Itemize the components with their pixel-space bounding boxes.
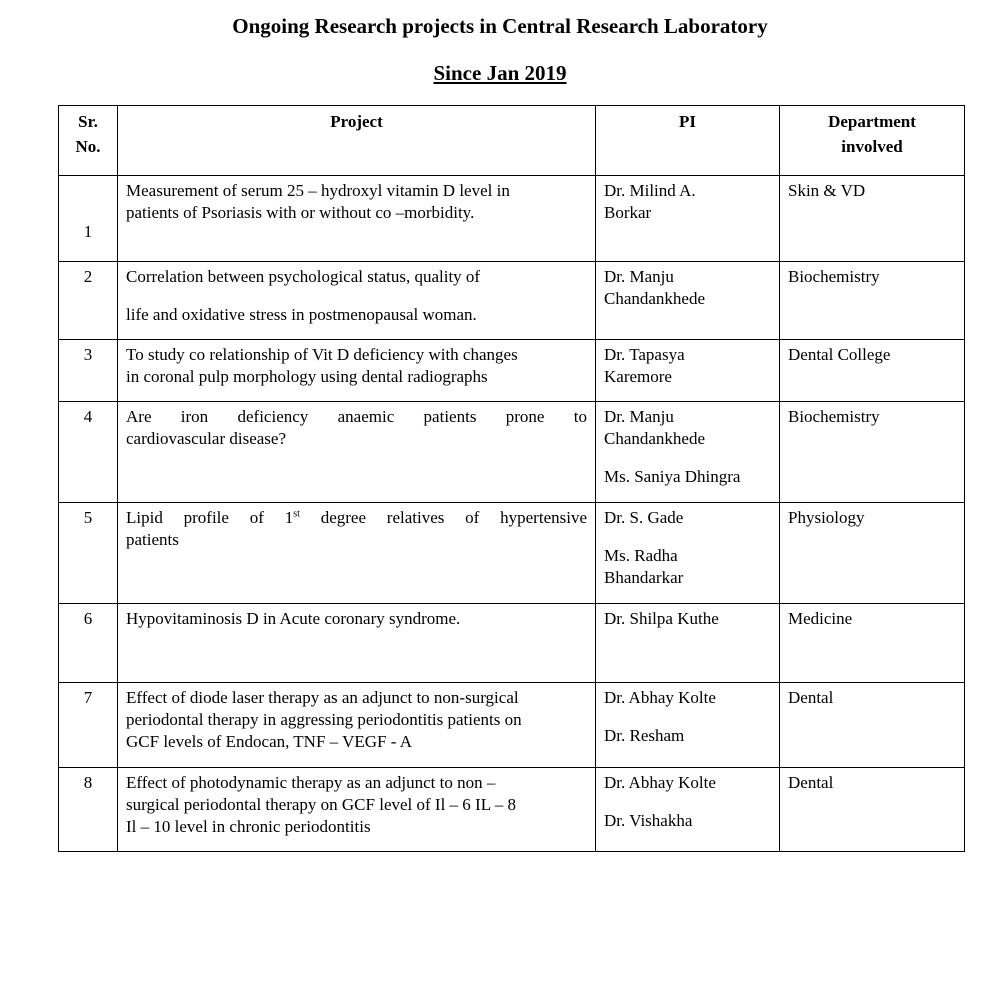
cell-pi: Dr. Abhay Kolte Dr. Resham <box>596 683 780 768</box>
cell-pi: Dr. Milind A. Borkar <box>596 176 780 262</box>
cell-project: To study co relationship of Vit D deficiency with changes in coronal pulp morphology using dental radiographs <box>118 340 596 402</box>
cell-project: Correlation between psychological status, quality of life and oxidative stress in postmenopausal woman. <box>118 262 596 340</box>
column-header-project: Project <box>118 106 596 176</box>
column-header-sr-no: Sr. No. <box>59 106 118 176</box>
cell-pi: Dr. Manju Chandankhede Ms. Saniya Dhingra <box>596 402 780 503</box>
cell-department: Dental College <box>780 340 965 402</box>
cell-project: Effect of photodynamic therapy as an adjunct to non – surgical periodontal therapy on GCF level of Il – 6 IL – 8 Il – 10 level in chronic periodontitis <box>118 768 596 852</box>
cell-project: Hypovitaminosis D in Acute coronary syndrome. <box>118 604 596 683</box>
cell-sr-no: 1 <box>59 176 118 262</box>
table-row <box>59 683 965 768</box>
cell-sr-no: 7 <box>59 683 118 768</box>
table-row <box>59 503 965 604</box>
cell-department: Biochemistry <box>780 402 965 503</box>
cell-department: Dental <box>780 768 965 852</box>
cell-pi: Dr. Shilpa Kuthe <box>596 604 780 683</box>
table-row <box>59 604 965 683</box>
cell-project: Measurement of serum 25 – hydroxyl vitamin D level in patients of Psoriasis with or without co –morbidity. <box>118 176 596 262</box>
cell-project: Are iron deficiency anaemic patients prone to cardiovascular disease? <box>118 402 596 503</box>
table-row <box>59 402 965 503</box>
column-header-pi: PI <box>596 106 780 176</box>
cell-sr-no: 4 <box>59 402 118 503</box>
cell-sr-no: 5 <box>59 503 118 604</box>
cell-department: Skin & VD <box>780 176 965 262</box>
cell-pi: Dr. Tapasya Karemore <box>596 340 780 402</box>
cell-department: Biochemistry <box>780 262 965 340</box>
projects-table <box>58 105 965 852</box>
table-row <box>59 768 965 852</box>
cell-department: Dental <box>780 683 965 768</box>
table-header-row <box>59 106 965 176</box>
table-row <box>59 262 965 340</box>
table-row <box>59 340 965 402</box>
cell-department: Physiology <box>780 503 965 604</box>
page-title: Ongoing Research projects in Central Research Laboratory <box>232 14 768 38</box>
cell-sr-no: 2 <box>59 262 118 340</box>
cell-project: Effect of diode laser therapy as an adjunct to non-surgical periodontal therapy in aggressing periodontitis patients on GCF levels of Endocan, TNF – VEGF - A <box>118 683 596 768</box>
column-header-department: Department involved <box>780 106 965 176</box>
cell-department: Medicine <box>780 604 965 683</box>
table-row <box>59 176 965 262</box>
cell-sr-no: 3 <box>59 340 118 402</box>
page-subtitle: Since Jan 2019 <box>433 61 567 85</box>
cell-sr-no: 6 <box>59 604 118 683</box>
cell-pi: Dr. S. Gade Ms. Radha Bhandarkar <box>596 503 780 604</box>
cell-sr-no: 8 <box>59 768 118 852</box>
cell-pi: Dr. Manju Chandankhede <box>596 262 780 340</box>
cell-pi: Dr. Abhay Kolte Dr. Vishakha <box>596 768 780 852</box>
cell-project: Lipid profile of 1st degree relatives of hypertensive patients <box>118 503 596 604</box>
